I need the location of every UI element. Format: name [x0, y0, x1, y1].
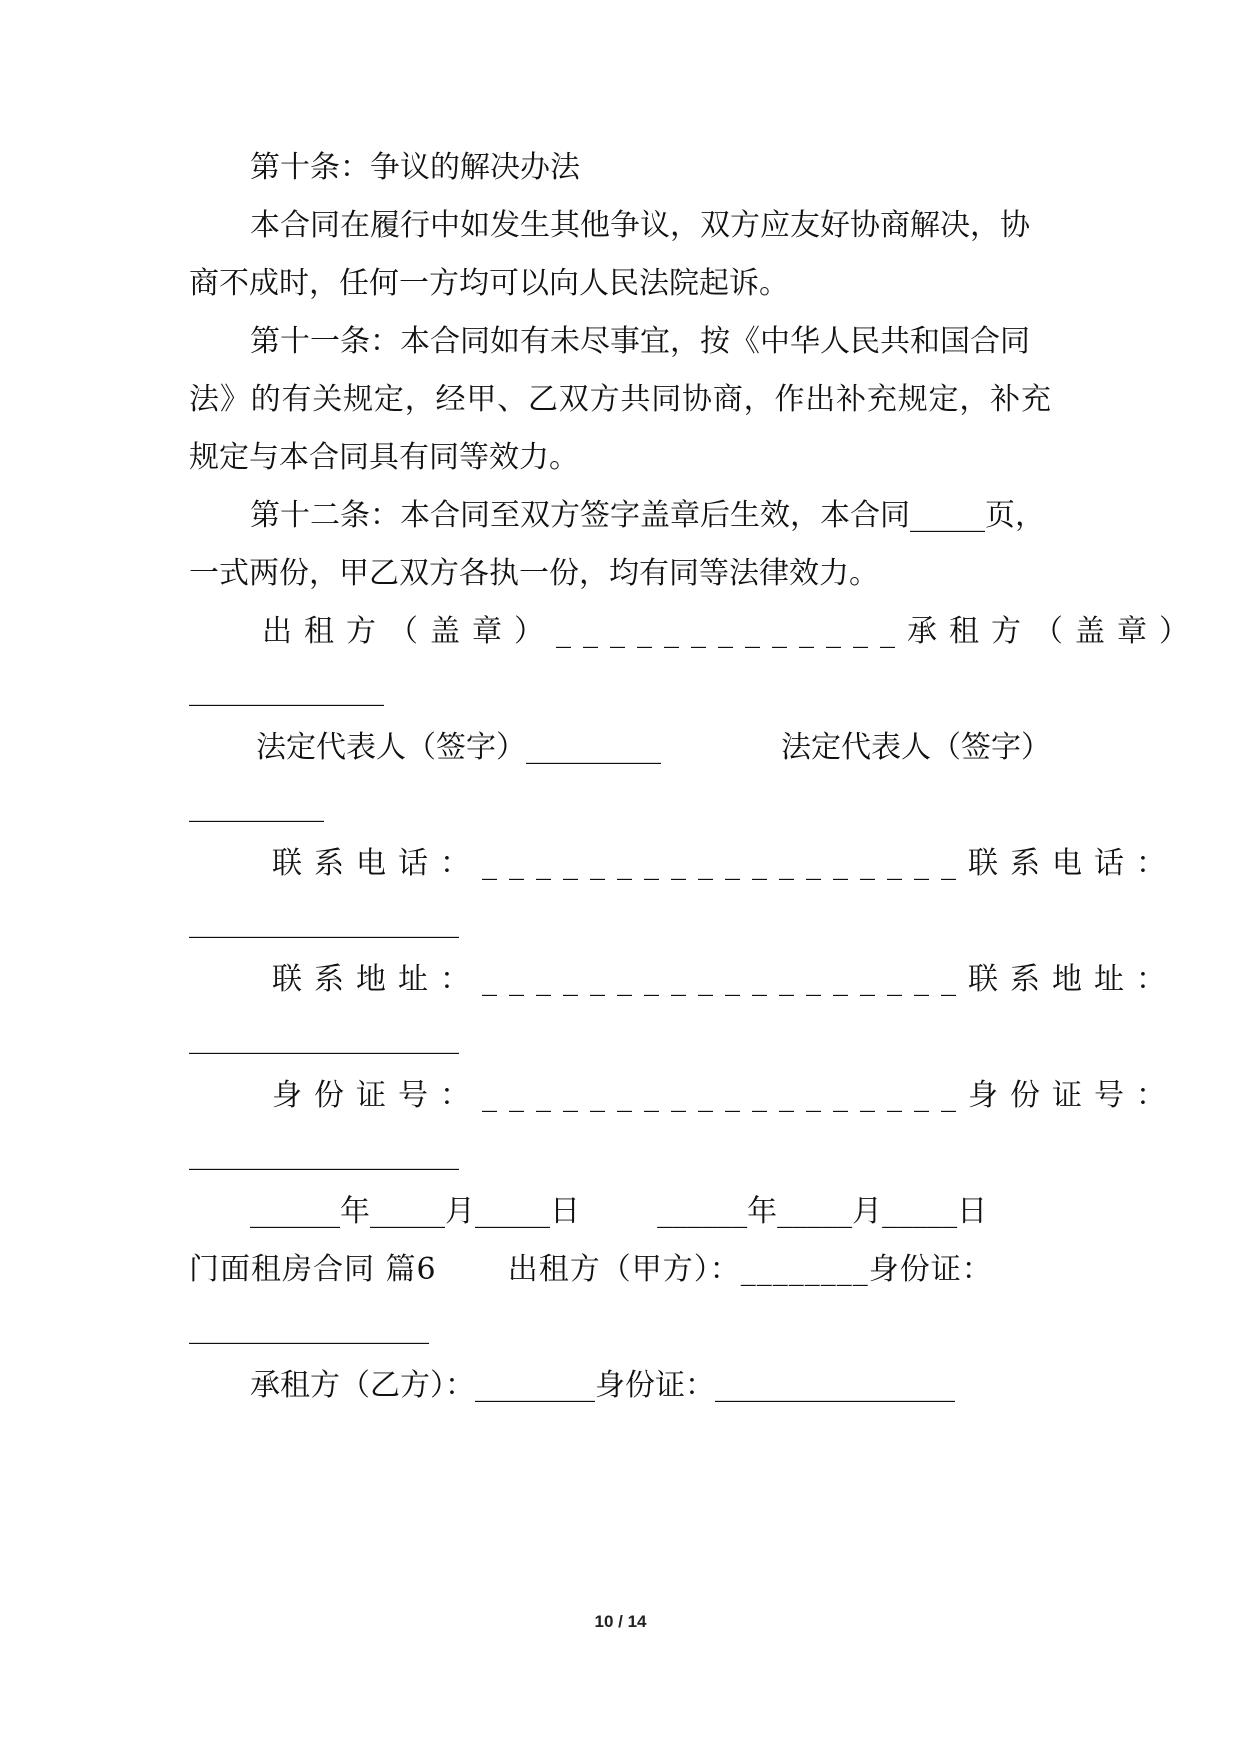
next-lessor-line: 出租方（甲方）：________身份证： — [507, 1252, 993, 1287]
lessor-rep-label: 法定代表人（签字）_________ — [256, 730, 661, 765]
address-row — [272, 958, 1178, 1002]
lessee-date: ______年_____月_____日 — [657, 1194, 988, 1229]
lessee-rep-label: 法定代表人（签字） — [781, 730, 1051, 765]
seal-row — [262, 610, 1201, 654]
lessee-address-blank: __________________ — [189, 1020, 459, 1055]
lessor-date: ______年_____月_____日 — [250, 1194, 580, 1229]
lessee-id-label: 身份证号： — [968, 1078, 1178, 1113]
article-10-text-1: 本合同在履行中如发生其他争议，双方应友好协商解决，协 — [250, 208, 1030, 243]
next-lessor-id-blank: ________________ — [189, 1310, 429, 1345]
lessee-seal-label: 承租方（盖章） — [907, 614, 1201, 649]
lessor-address-label: 联系地址：__________________ — [272, 962, 968, 997]
id-row — [272, 1074, 1178, 1118]
lessee-id-blank: __________________ — [189, 1136, 459, 1171]
phone-row — [272, 842, 1178, 886]
representative-row — [256, 726, 1051, 770]
article-11-text-3: 规定与本合同具有同等效力。 — [189, 440, 579, 475]
lessor-phone-label: 联系电话：__________________ — [272, 846, 968, 881]
next-contract-row — [189, 1248, 1051, 1292]
lessor-seal-label: 出租方（盖章）_____________ — [262, 614, 907, 649]
lessee-seal-blank: _____________ — [189, 672, 384, 707]
lessee-rep-blank: _________ — [189, 788, 324, 823]
article-10-heading: 第十条：争议的解决办法 — [250, 150, 580, 185]
date-row — [250, 1190, 1051, 1234]
next-contract-title: 门面租房合同 篇6 — [189, 1252, 437, 1287]
article-11-text-1: 第十一条：本合同如有未尽事宜，按《中华人民共和国合同 — [250, 324, 1030, 359]
lessee-address-label: 联系地址： — [968, 962, 1178, 997]
article-12-text-1: 第十二条：本合同至双方签字盖章后生效，本合同_____页， — [250, 498, 1045, 533]
next-lessee-line: 承租方（乙方）：________身份证：________________ — [250, 1368, 955, 1403]
lessee-phone-blank: __________________ — [189, 904, 459, 939]
article-11-text-2: 法》的有关规定，经甲、乙双方共同协商，作出补充规定，补充 — [189, 382, 1051, 417]
page-number: 10 / 14 — [594, 1612, 647, 1631]
lessor-id-label: 身份证号：__________________ — [272, 1078, 968, 1113]
article-10-text-2: 商不成时，任何一方均可以向人民法院起诉。 — [189, 266, 789, 301]
article-12-text-2: 一式两份，甲乙双方各执一份，均有同等法律效力。 — [189, 556, 879, 591]
lessee-phone-label: 联系电话： — [968, 846, 1178, 881]
